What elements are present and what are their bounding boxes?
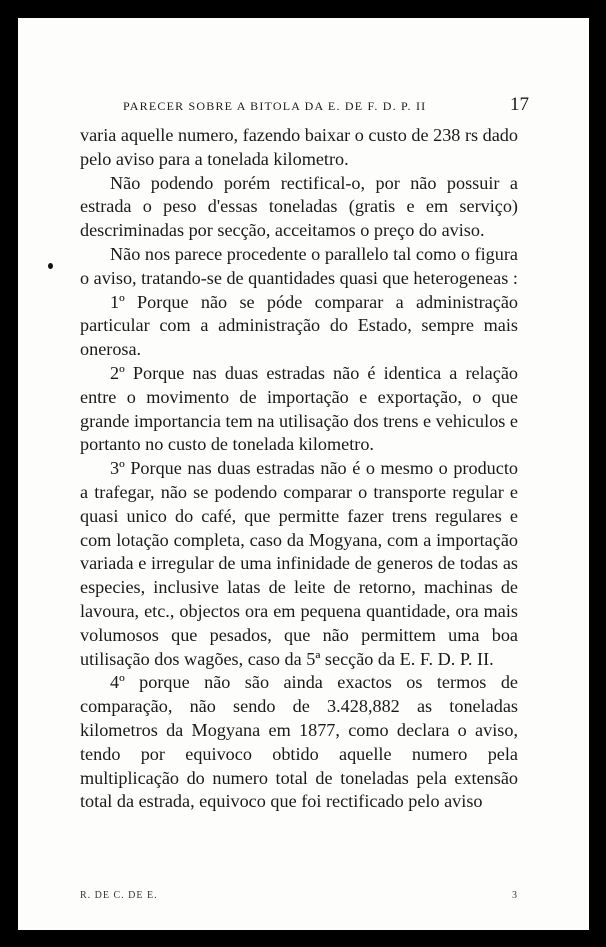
- paragraph: Não nos parece procedente o parallelo tal como o figura o aviso, tratando-se de quantidades quasi que heterogeneas :: [80, 243, 518, 288]
- paragraph-item-2: 2º Porque nas duas estradas não é identica a relação entre o movimento de importação e exportação, o que grande importancia tem na utilisação dos trens e vehiculos e portanto no custo de tonelada kilometro.: [80, 362, 518, 455]
- paragraph: Não podendo porém rectifical-o, por não possuir a estrada o peso d'essas toneladas (gratis e em serviço) descriminadas por secção, acceitamos o preço do aviso.: [80, 172, 518, 241]
- paragraph-item-1: 1º Porque não se póde comparar a administração particular com a administração do Estado, sempre mais onerosa.: [80, 291, 518, 360]
- page-header: [123, 94, 529, 116]
- page-footer: [80, 890, 518, 901]
- margin-ink-dot: [48, 263, 53, 269]
- body-text: [80, 124, 518, 814]
- book-page: [18, 18, 589, 930]
- page-number: 17: [510, 94, 529, 115]
- running-head: PARECER SOBRE A BITOLA DA E. DE F. D. P. II: [123, 99, 427, 113]
- paragraph-item-3: 3º Porque nas duas estradas não é o mesmo o producto a trafegar, não se podendo comparar o transporte regular e quasi unico do café, que permitte fazer trens regulares e com lotação completa, caso da Mogyana, com a importação variada e irregular de uma infinidade de generos de todas as especies, inclusive latas de leite de retorno, machinas de lavoura, etc., objectos ora em pequena quantidade, ora mais volumosos que pesados, que não permittem uma boa utilisação dos wagões, caso da 5ª secção da E. F. D. P. II.: [80, 458, 518, 669]
- paragraph-continuation: varia aquelle numero, fazendo baixar o custo de 238 rs dado pelo aviso para a tonelada kilometro.: [80, 125, 518, 169]
- paragraph-item-4: 4º porque não são ainda exactos os termos de comparação, não sendo de 3.428,882 as toneladas kilometros da Mogyana em 1877, como declara o aviso, tendo por equivoco obtido aquelle numero pela multiplicação do numero total de toneladas pela extensão total da estrada, equivoco que foi rectificado pelo aviso: [80, 672, 518, 812]
- signature-mark: R. DE C. DE E.: [80, 890, 158, 901]
- sheet-number: 3: [512, 890, 518, 901]
